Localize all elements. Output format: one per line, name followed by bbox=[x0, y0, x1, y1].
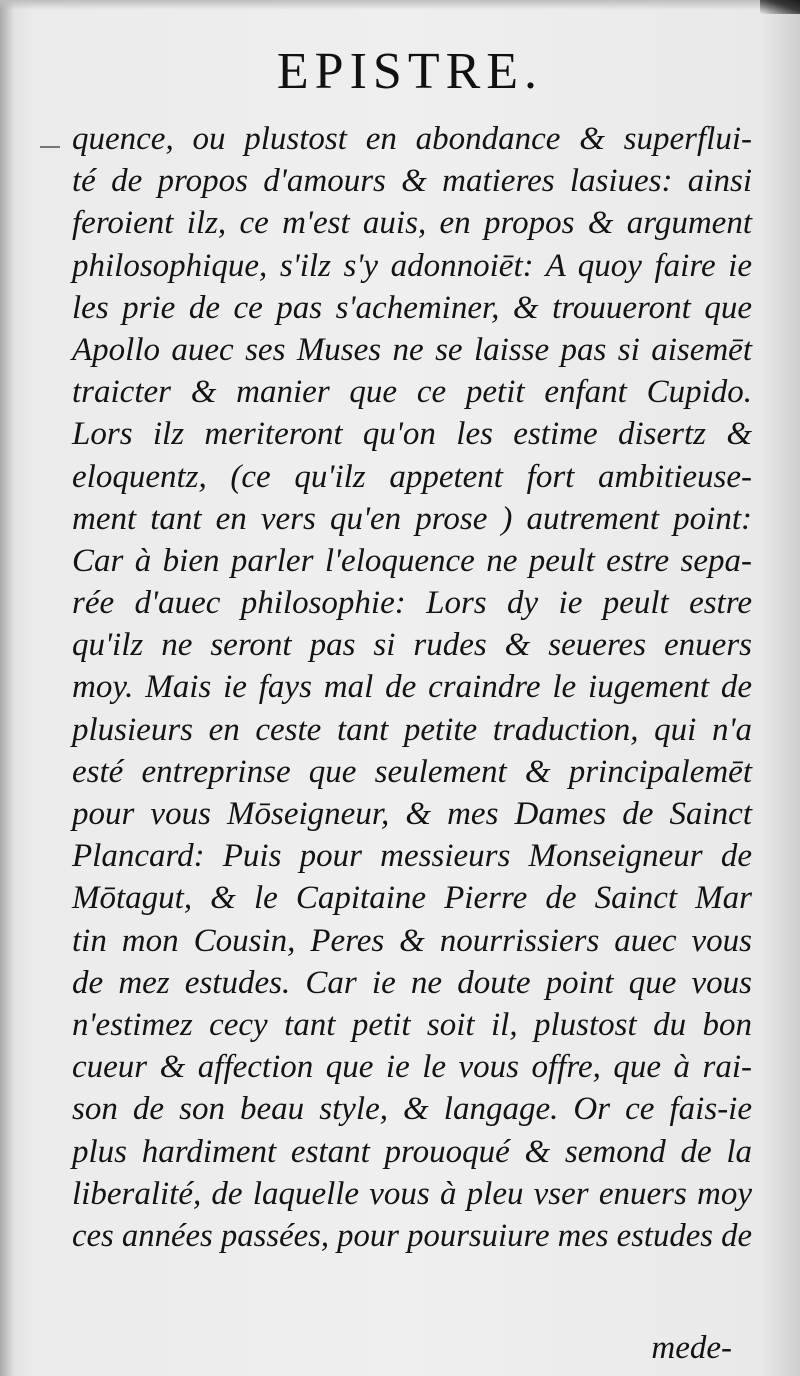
text-line: de mez estudes. Car ie ne doute point que vous bbox=[72, 964, 752, 1001]
text-line: ment tant en vers qu'en prose ) autrement point: bbox=[72, 500, 752, 537]
text-line: pour vous Mōseigneur, & mes Dames de Sainct bbox=[72, 796, 752, 832]
text-line: cueur & affection que ie le vous offre, que à rai- bbox=[72, 1049, 752, 1086]
text-line: Plancard: Puis pour messieurs Monseigneur de bbox=[72, 838, 752, 875]
text-line: quence, ou plustost en abondance & superflui- bbox=[72, 121, 752, 157]
text-line: té de propos d'amours & matieres lasiues: ainsi bbox=[72, 163, 752, 200]
body-text bbox=[72, 118, 752, 1257]
text-line: qu'ilz ne seront pas si rudes & seueres enuers bbox=[72, 627, 752, 664]
page-edge-shadow bbox=[0, 0, 14, 1376]
text-line: son de son beau style, & langage. Or ce fais-ie bbox=[72, 1091, 752, 1128]
text-line: esté entreprinse que seulement & principalemēt bbox=[72, 753, 752, 790]
text-line: moy. Mais ie fays mal de craindre le iugement de bbox=[72, 669, 752, 706]
text-line: rée d'auec philosophie: Lors dy ie peult estre bbox=[72, 585, 752, 622]
text-line: Mōtagut, & le Capitaine Pierre de Sainct Mar bbox=[72, 880, 752, 917]
text-line: tin mon Cousin, Peres & nourrissiers auec vous bbox=[72, 922, 752, 959]
page-top-shadow bbox=[0, 0, 800, 10]
text-line: ces années passées, pour poursuiure mes estudes de bbox=[72, 1217, 752, 1254]
text-line: philosophique, s'ilz s'y adonnoiēt: A quoy faire ie bbox=[72, 247, 752, 284]
page-corner-shadow bbox=[760, 0, 800, 14]
text-line: les prie de ce pas s'acheminer, & trouueront que bbox=[72, 289, 752, 326]
catchword: mede- bbox=[651, 1330, 732, 1366]
text-line: Car à bien parler l'eloquence ne peult estre sepa- bbox=[72, 542, 752, 579]
margin-mark bbox=[40, 146, 60, 148]
text-line: Lors ilz meriteront qu'on les estime disertz & bbox=[72, 416, 752, 453]
text-line: traicter & manier que ce petit enfant Cupido. bbox=[72, 374, 752, 411]
text-line: n'estimez cecy tant petit soit il, plustost du bon bbox=[72, 1006, 752, 1043]
text-line: eloquentz, (ce qu'ilz appetent fort ambitieuse- bbox=[72, 458, 752, 495]
text-line: plusieurs en ceste tant petite traduction, qui n'a bbox=[72, 711, 752, 748]
text-line: liberalité, de laquelle vous à pleu vser enuers moy bbox=[72, 1175, 752, 1212]
text-line: Apollo auec ses Muses ne se laisse pas si aisemēt bbox=[72, 331, 752, 368]
text-line: feroient ilz, ce m'est auis, en propos & argument bbox=[72, 205, 752, 242]
text-line: plus hardiment estant prouoqué & semond de la bbox=[72, 1133, 752, 1170]
running-head: EPISTRE. bbox=[276, 43, 544, 100]
